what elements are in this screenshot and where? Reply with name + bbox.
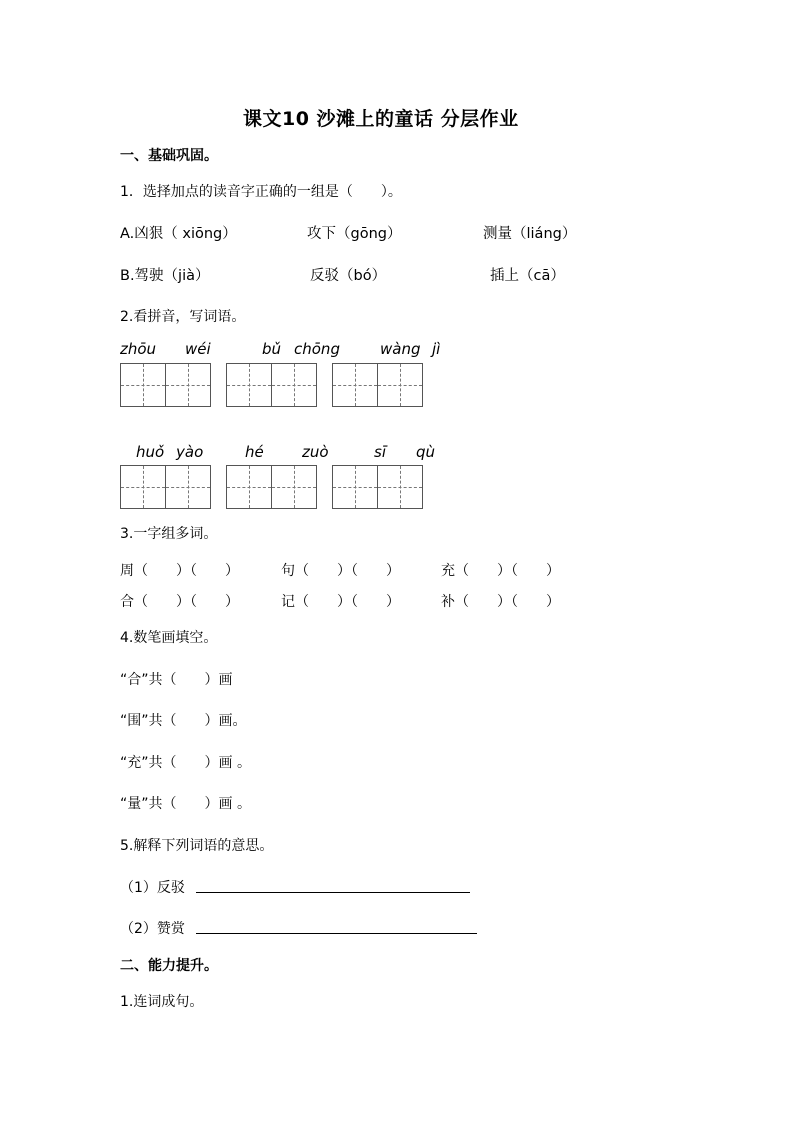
q1-option-b-3: 插上（cā） bbox=[490, 268, 565, 284]
answer-line[interactable] bbox=[196, 933, 477, 934]
stroke-count-line: “围”共（ ）画。 bbox=[120, 713, 247, 729]
stroke-count-line: “合”共（ ）画 bbox=[120, 672, 233, 688]
writing-grid-row-1 bbox=[120, 363, 440, 409]
pinyin-label: jì bbox=[432, 340, 441, 358]
pinyin-label: wàng bbox=[380, 340, 421, 358]
q1-option-a-3: 测量（liáng） bbox=[483, 226, 577, 242]
pinyin-label: wéi bbox=[185, 340, 211, 358]
section-heading-basic: 一、基础巩固。 bbox=[120, 148, 218, 164]
pinyin-label: yào bbox=[176, 443, 204, 461]
writing-box[interactable] bbox=[271, 465, 317, 509]
writing-box[interactable] bbox=[332, 465, 378, 509]
pinyin-label: chōng bbox=[294, 340, 340, 358]
pinyin-label: huǒ bbox=[136, 443, 165, 461]
pinyin-label: hé bbox=[245, 443, 264, 461]
q1-option-b-2: 反驳（bó） bbox=[310, 268, 387, 284]
pinyin-label: zuò bbox=[302, 443, 329, 461]
section-heading-advanced: 二、能力提升。 bbox=[120, 958, 218, 974]
pinyin-label: zhōu bbox=[120, 340, 157, 358]
question-4-prompt: 4.数笔画填空。 bbox=[120, 630, 218, 646]
pinyin-label: sī bbox=[374, 443, 386, 461]
writing-box[interactable] bbox=[120, 363, 166, 407]
writing-box-group bbox=[332, 465, 421, 509]
writing-box-group bbox=[226, 465, 315, 509]
writing-box[interactable] bbox=[226, 465, 272, 509]
writing-box-group bbox=[332, 363, 421, 407]
definition-item-label: （2）赞赏 bbox=[120, 921, 185, 937]
writing-box[interactable] bbox=[120, 465, 166, 509]
question-3-prompt: 3.一字组多词。 bbox=[120, 526, 218, 542]
part2-question-1-prompt: 1.连词成句。 bbox=[120, 994, 204, 1010]
writing-box[interactable] bbox=[165, 363, 211, 407]
writing-box[interactable] bbox=[332, 363, 378, 407]
writing-box[interactable] bbox=[377, 465, 423, 509]
writing-box[interactable] bbox=[377, 363, 423, 407]
word-group-item: 合（ ）（ ） bbox=[120, 594, 239, 610]
stroke-count-line: “充”共（ ）画 。 bbox=[120, 755, 251, 771]
writing-box-group bbox=[120, 465, 209, 509]
question-2-prompt: 2.看拼音，写词语。 bbox=[120, 309, 246, 325]
answer-line[interactable] bbox=[196, 892, 470, 893]
word-group-item: 周（ ）（ ） bbox=[120, 563, 239, 579]
question-1-prompt: 1．选择加点的读音字正确的一组是（ ）。 bbox=[120, 184, 402, 200]
writing-grid-row-2 bbox=[120, 465, 440, 511]
writing-box-group bbox=[120, 363, 209, 407]
writing-box-group bbox=[226, 363, 315, 407]
word-group-item: 句（ ）（ ） bbox=[281, 563, 400, 579]
writing-box[interactable] bbox=[271, 363, 317, 407]
page-title: 课文10 沙滩上的童话 分层作业 bbox=[243, 108, 519, 130]
word-group-item: 补（ ）（ ） bbox=[441, 594, 560, 610]
question-5-prompt: 5.解释下列词语的意思。 bbox=[120, 838, 274, 854]
stroke-count-line: “量”共（ ）画 。 bbox=[120, 796, 251, 812]
word-group-item: 记（ ）（ ） bbox=[281, 594, 400, 610]
definition-item-label: （1）反驳 bbox=[120, 880, 185, 896]
word-group-item: 充（ ）（ ） bbox=[441, 563, 560, 579]
pinyin-label: qù bbox=[416, 443, 436, 461]
writing-box[interactable] bbox=[226, 363, 272, 407]
q1-option-a-2: 攻下（gōng） bbox=[307, 226, 402, 242]
q1-option-a-1: A.凶狠（ xiōng） bbox=[120, 226, 237, 242]
pinyin-label: bǔ bbox=[262, 340, 282, 358]
q1-option-b-1: B.驾驶（jià） bbox=[120, 268, 210, 284]
writing-box[interactable] bbox=[165, 465, 211, 509]
